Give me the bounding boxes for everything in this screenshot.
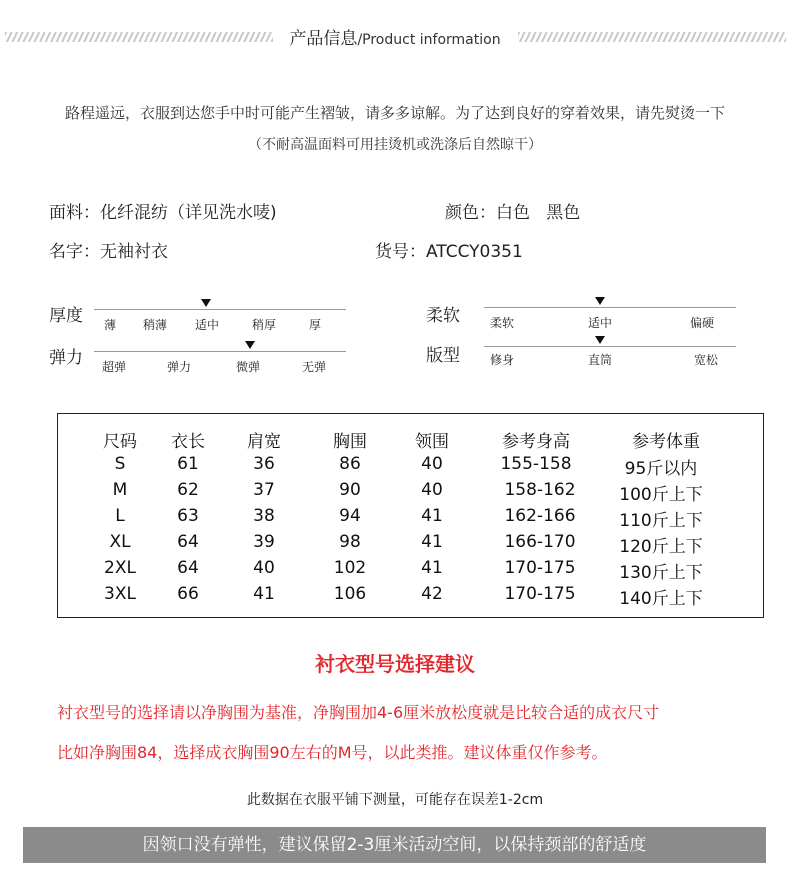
softness-tick: 柔软	[490, 316, 515, 330]
elasticity-tick: 微弹	[236, 360, 261, 374]
measure-note: 此数据在衣服平铺下测量，可能存在误差1-2cm	[246, 792, 544, 808]
table-cell: 38	[253, 506, 275, 526]
fit-tick: 宽松	[694, 353, 719, 367]
table-cell: 100斤上下	[619, 485, 703, 505]
fit-label: 版型	[426, 346, 460, 366]
table-cell: 140斤上下	[619, 589, 703, 609]
elasticity-tick: 弹力	[167, 360, 192, 374]
table-cell: 39	[253, 532, 275, 552]
table-cell: M	[112, 480, 128, 500]
table-header-cell: 领围	[415, 432, 449, 452]
table-cell: 162-166	[504, 506, 576, 526]
table-header-cell: 尺码	[103, 432, 137, 452]
sku-info: 货号：ATCCY0351	[375, 242, 523, 262]
color-info: 颜色：白色 黑色	[445, 203, 581, 223]
advice-title: 衬衣型号选择建议	[315, 652, 475, 676]
collar-note-text: 因领口没有弹性，建议保留2-3厘米活动空间，以保持颈部的舒适度	[142, 835, 647, 855]
table-cell: 41	[253, 584, 275, 604]
table-cell: 64	[177, 558, 199, 578]
table-cell: S	[114, 454, 126, 474]
table-cell: 3XL	[104, 584, 136, 604]
thickness-label: 厚度	[49, 306, 83, 326]
section-title	[0, 24, 790, 49]
table-header-cell: 参考身高	[502, 432, 570, 452]
table-cell: 166-170	[504, 532, 576, 552]
table-cell: XL	[109, 532, 131, 552]
table-cell: L	[115, 506, 125, 526]
table-header-cell: 衣长	[171, 432, 205, 452]
table-cell: 130斤上下	[619, 563, 703, 583]
table-cell: 40	[421, 454, 443, 474]
softness-tick: 偏硬	[690, 316, 715, 330]
fit-tick: 直筒	[588, 353, 613, 367]
collar-note-bar	[23, 827, 766, 863]
table-cell: 102	[333, 558, 367, 578]
table-cell: 90	[339, 480, 361, 500]
table-cell: 155-158	[500, 454, 572, 474]
table-cell: 86	[339, 454, 361, 474]
fit-tick: 修身	[490, 353, 515, 367]
softness-label: 柔软	[426, 306, 460, 326]
table-cell: 95斤以内	[624, 459, 698, 479]
fabric-info: 面料：化纤混纺（详见洗水唛)	[49, 203, 277, 223]
section-title-en: /Product information	[357, 32, 501, 48]
table-cell: 64	[177, 532, 199, 552]
elasticity-tick: 超弹	[102, 360, 127, 374]
elasticity-marker	[245, 341, 255, 349]
care-note-sub: （不耐高温面料可用挂烫机或洗涤后自然晾干）	[248, 137, 542, 153]
advice-line-2: 比如净胸围84，选择成衣胸围90左右的M号，以此类推。建议体重仅作参考。	[57, 743, 608, 762]
size-table	[57, 413, 764, 618]
section-title-cn: 产品信息	[289, 29, 358, 49]
table-cell: 66	[177, 584, 199, 604]
table-cell: 2XL	[104, 558, 136, 578]
table-cell: 170-175	[504, 558, 576, 578]
table-cell: 42	[421, 584, 443, 604]
table-cell: 120斤上下	[619, 537, 703, 557]
table-cell: 106	[333, 584, 367, 604]
elasticity-tick: 无弹	[302, 360, 327, 374]
elasticity-label: 弹力	[49, 348, 83, 368]
thickness-tick: 稍薄	[143, 318, 168, 332]
name-info: 名字：无袖衬衣	[49, 242, 168, 262]
care-note: 路程遥远，衣服到达您手中时可能产生褶皱，请多多谅解。为了达到良好的穿着效果，请先熨烫一下	[64, 104, 725, 122]
table-cell: 41	[421, 532, 443, 552]
table-header-cell: 肩宽	[247, 432, 281, 452]
table-cell: 63	[177, 506, 199, 526]
table-cell: 40	[421, 480, 443, 500]
thickness-scale-line	[94, 309, 346, 310]
table-cell: 158-162	[504, 480, 576, 500]
table-cell: 37	[253, 480, 275, 500]
table-cell: 61	[177, 454, 199, 474]
fit-scale-line	[484, 346, 736, 347]
thickness-tick: 稍厚	[252, 318, 277, 332]
table-cell: 170-175	[504, 584, 576, 604]
table-cell: 36	[253, 454, 275, 474]
softness-marker	[595, 297, 605, 305]
thickness-tick: 厚	[309, 318, 322, 332]
thickness-tick: 薄	[104, 318, 117, 332]
table-cell: 41	[421, 558, 443, 578]
table-cell: 62	[177, 480, 199, 500]
table-cell: 94	[339, 506, 361, 526]
fit-marker	[595, 336, 605, 344]
table-header-cell: 胸围	[333, 432, 367, 452]
table-cell: 110斤上下	[619, 511, 703, 531]
thickness-tick: 适中	[195, 318, 220, 332]
softness-scale-line	[484, 307, 736, 308]
advice-line-1: 衬衣型号的选择请以净胸围为基准，净胸围加4-6厘米放松度就是比较合适的成衣尺寸	[57, 703, 660, 722]
softness-tick: 适中	[588, 316, 613, 330]
table-cell: 98	[339, 532, 361, 552]
table-cell: 40	[253, 558, 275, 578]
thickness-marker	[201, 299, 211, 307]
elasticity-scale-line	[94, 351, 346, 352]
table-cell: 41	[421, 506, 443, 526]
table-header-cell: 参考体重	[632, 432, 700, 452]
